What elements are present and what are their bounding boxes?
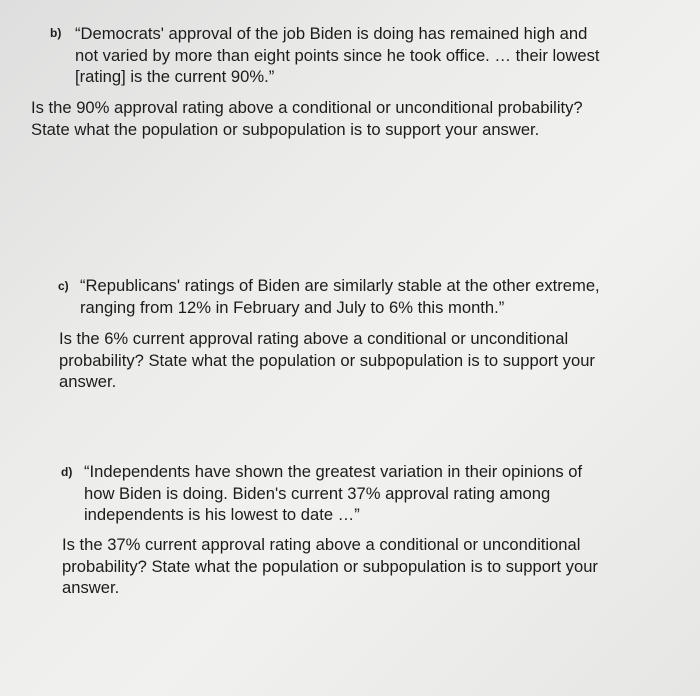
part-b-question-line: State what the population or subpopulation is to support your answer.	[31, 119, 540, 139]
part-b-question	[31, 97, 583, 140]
part-d-question	[62, 534, 598, 599]
part-d-label: d)	[61, 465, 73, 479]
part-b-quote-line: “Democrats' approval of the job Biden is doing has remained high and	[75, 24, 588, 43]
part-b-quote-line: [rating] is the current 90%.”	[75, 67, 275, 86]
part-c-quote-line: ranging from 12% in February and July to 6% this month.”	[80, 297, 505, 317]
part-b-quote	[75, 23, 600, 88]
part-c-quote-line: “Republicans' ratings of Biden are similarly stable at the other extreme,	[80, 276, 600, 295]
part-d-question-line: probability? State what the population or subpopulation is to support your	[62, 556, 598, 576]
part-c-question-line: probability? State what the population or subpopulation is to support your	[59, 350, 595, 370]
part-b-question-line: Is the 90% approval rating above a conditional or unconditional probability?	[31, 98, 583, 117]
part-c-question-line: Is the 6% current approval rating above a conditional or unconditional	[59, 329, 569, 348]
part-b-quote-line: not varied by more than eight points since he took office. … their lowest	[75, 45, 600, 65]
part-d-quote-line: how Biden is doing. Biden's current 37% approval rating among	[84, 483, 551, 503]
part-c-quote	[80, 275, 600, 318]
part-c-question-line: answer.	[59, 372, 117, 391]
part-c-question	[59, 328, 595, 393]
part-b-label: b)	[50, 26, 62, 40]
part-d-quote	[84, 461, 582, 526]
part-d-quote-line: “Independents have shown the greatest variation in their opinions of	[84, 462, 583, 481]
part-d-question-line: Is the 37% current approval rating above a conditional or unconditional	[62, 535, 581, 554]
part-d-quote-line: independents is his lowest to date …”	[84, 505, 360, 524]
part-d-question-line: answer.	[62, 578, 120, 597]
part-c-label: c)	[58, 279, 69, 293]
